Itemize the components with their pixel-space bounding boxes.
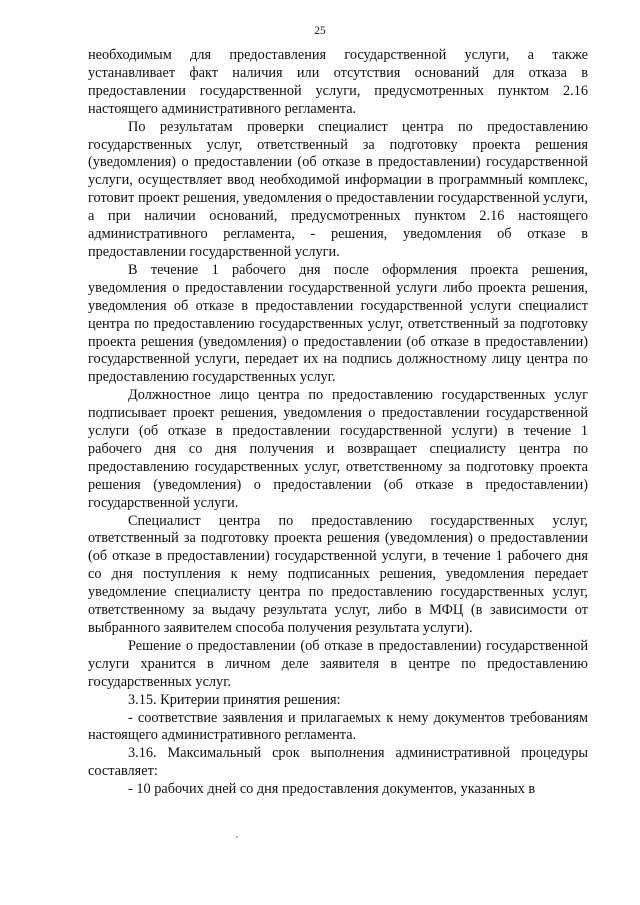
list-item: - соответствие заявления и прилагаемых к нему документов требованиям настоящего административного регламента.	[88, 709, 588, 744]
list-item: - 10 рабочих дней со дня предоставления документов, указанных в	[128, 781, 536, 798]
page-number: 25	[314, 25, 326, 37]
paragraph: Должностное лицо центра по предоставлению государственных услуг подписывает проект решения, уведомления о предоставлении государственной услуги (об отказе в предоставлении государственной услуги) в течение 1 рабочего дня со дня получения и возвращает специалисту центра по предоставлению государственных услуг, ответственному за подготовку проекта решения (уведомления) о предоставлении (об отказе в предоставлении) государственной услуги.	[88, 387, 588, 511]
paragraph: По результатам проверки специалист центра по предоставлению государственных услуг, ответственный за подготовку проекта решения (уведомления) о предоставлении (об отказе в предоставлении) государственной услуги, осуществляет ввод необходимой информации в программный комплекс, готовит проект решения, уведомления о предоставлении государственной услуги, а при наличии оснований, предусмотренных пунктом 2.16 настоящего административного регламента, - решения, уведомления об отказе в предоставлении государственной услуги.	[88, 118, 588, 260]
scan-dot	[236, 836, 238, 838]
paragraph: В течение 1 рабочего дня после оформления проекта решения, уведомления о предоставлении государственной услуги либо проекта решения, уведомления об отказе в предоставлении государственной услуги специалист центра по предоставлению государственных услуг, ответственный за подготовку проекта решения (уведомления) о предоставлении (об отказе в предоставлении) государственной услуги, передает их на подпись должностному лицу центра по предоставлению государственных услуг.	[88, 261, 588, 386]
paragraph: Решение о предоставлении (об отказе в предоставлении) государственной услуги хранится в личном деле заявителя в центре по предоставлению государственных услуг.	[88, 637, 588, 690]
document-body	[88, 47, 588, 799]
paragraph: Специалист центра по предоставлению государственных услуг, ответственный за подготовку проекта решения (уведомления) о предоставлении (об отказе в предоставлении) государственной услуги, в течение 1 рабочего дня со дня поступления к нему подписанных решения, уведомления передает уведомление специалисту центра по предоставлению государственных услуг, ответственному за выдачу результата услуг, либо в МФЦ (в зависимости от выбранного заявителем способа получения результата услуги).	[88, 512, 588, 636]
paragraph: необходимым для предоставления государственной услуги, а также устанавливает факт наличия или отсутствия оснований для отказа в предоставлении государственной услуги, предусмотренных пунктом 2.16 настоящего административного регламента.	[88, 47, 588, 117]
section-heading-3-16: 3.16. Максимальный срок выполнения административной процедуры составляет:	[88, 745, 588, 780]
section-heading-3-15: 3.15. Критерии принятия решения:	[128, 691, 341, 708]
